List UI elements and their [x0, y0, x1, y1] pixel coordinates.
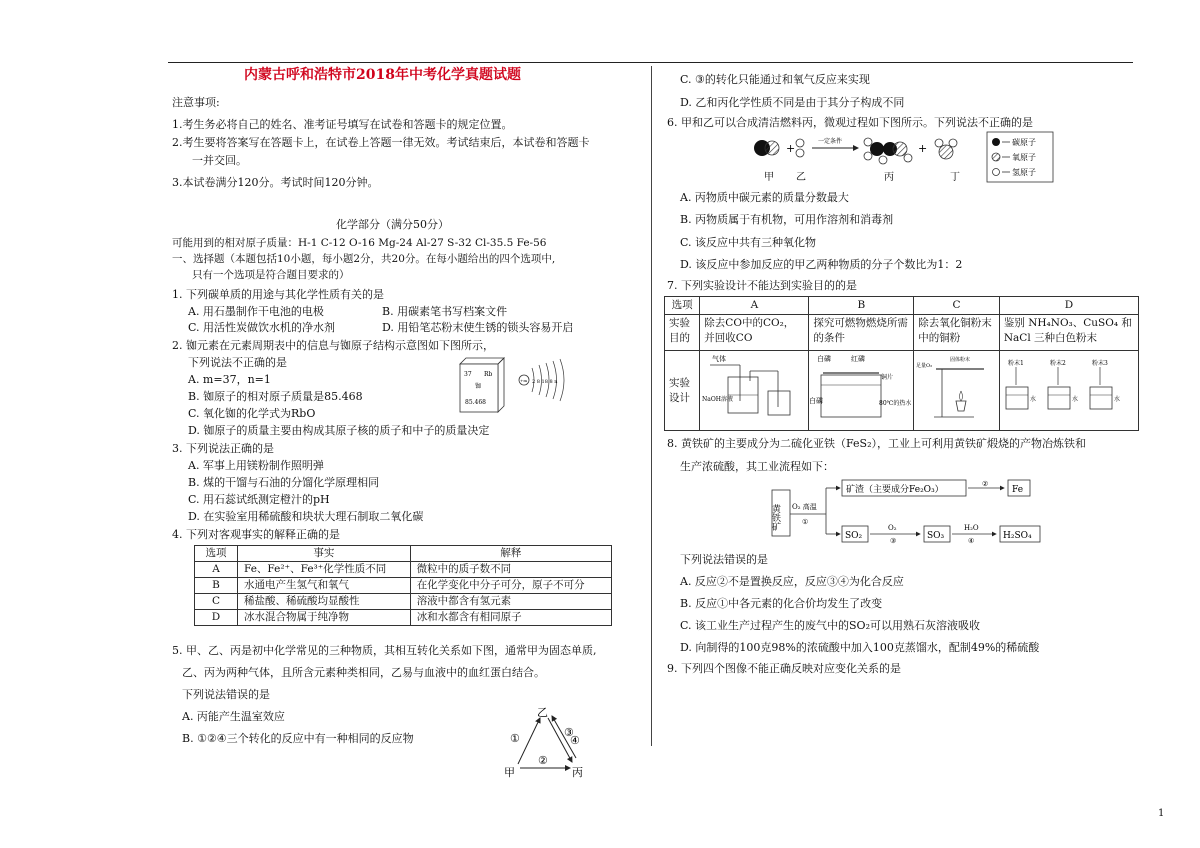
q7-goal: 鉴别 NH₄NO₃、CuSO₄ 和 NaCl 三种白色粉末: [999, 315, 1138, 351]
flow-n3: ③: [890, 537, 897, 545]
q7-goal-label: 实验目的: [665, 315, 700, 351]
q2-option-c: C. 氧化铷的化学式为RbO: [188, 407, 316, 420]
q6-condition: 一定条件: [818, 138, 843, 145]
q7-design-b: [809, 351, 912, 425]
flow-o2: O₂: [888, 524, 897, 532]
tri-n2: ②: [538, 754, 548, 767]
q7-goal: 除去CO中的CO₂，并回收CO: [700, 315, 809, 351]
q5-stem: 5. 甲、乙、丙是初中化学常见的三种物质，其相互转化关系如下图，通常甲为固态单质,: [172, 644, 597, 657]
column-divider: [651, 66, 652, 746]
q8-flow-diagram: [770, 478, 1050, 544]
q4-header: 选项: [195, 546, 238, 562]
q6-option-d: D. 该反应中参加反应的甲乙两种物质的分子个数比为1：2: [680, 258, 963, 271]
q4-stem: 4. 下列对客观事实的解释正确的是: [172, 528, 340, 541]
svg-text:气体: 气体: [712, 355, 727, 363]
q7-stem: 7. 下列实验设计不能达到实验目的的是: [667, 279, 857, 292]
page-number: 1: [1158, 808, 1165, 819]
atomic-masses: 可能用到的相对原子质量：H-1 C-12 O-16 Mg-24 Al-27 S-32 Cl-35.5 Fe-56: [172, 237, 547, 249]
svg-text:+: +: [786, 142, 796, 155]
notice-item: 2.考生要将答案写在答题卡上，在试卷上答题一律无效。考试结束后，本试卷和答题卡: [172, 136, 590, 149]
q3-option-b: B. 煤的干馏与石油的分馏化学原理相同: [188, 476, 380, 489]
q1-option-b: B. 用碳素笔书写档案文件: [382, 305, 508, 318]
svg-text:白磷: 白磷: [809, 397, 824, 405]
q5-triangle-diagram: [500, 702, 610, 780]
notice-item: 一并交回。: [192, 154, 247, 167]
q2-option-b: B. 铷原子的相对原子质量是85.468: [188, 390, 363, 403]
q6-molecule-diagram: [750, 132, 1000, 184]
q7-header: D: [999, 297, 1138, 315]
q5-option-a: A. 丙能产生温室效应: [182, 710, 285, 723]
q8-option-c: C. 该工业生产过程产生的废气中的SO₂可以用熟石灰溶液吸收: [680, 619, 980, 632]
nucleus-charge: +m: [520, 378, 528, 383]
q7-design-a: [700, 351, 800, 425]
q4-header: 事实: [238, 546, 411, 562]
q7-goal: 除去氧化铜粉末中的铜粉: [914, 315, 1000, 351]
svg-text:80℃的热水: 80℃的热水: [879, 400, 912, 407]
q5-option-d: D. 乙和丙化学性质不同是由于其分子构成不同: [680, 96, 905, 109]
flow-condition: O₂ 高温: [792, 503, 817, 511]
tri-right: 丙: [572, 766, 583, 779]
page-title: 内蒙古呼和浩特市2018年中考化学真题试题: [244, 67, 521, 83]
q8-option-b: B. 反应①中各元素的化合价均发生了改变: [680, 597, 883, 610]
notice-item: 1.考生务必将自己的姓名、准考证号填写在试卷和答题卡的规定位置。: [172, 118, 513, 131]
svg-text:NaOH溶液: NaOH溶液: [702, 396, 734, 403]
tri-left: 甲: [504, 766, 515, 779]
q6-label: 甲: [764, 172, 774, 183]
q4-cell: 水通电产生氢气和氧气: [238, 578, 411, 594]
flow-so3: SO₃: [927, 531, 945, 541]
flow-fe: Fe: [1012, 485, 1024, 495]
q8-option-a: A. 反应②不是置换反应，反应③④为化合反应: [680, 575, 904, 588]
svg-text:粉末3: 粉末3: [1091, 360, 1108, 367]
q1-stem: 1. 下列碳单质的用途与其化学性质有关的是: [172, 288, 384, 301]
q2-option-d: D. 铷原子的质量主要由构成其原子核的质子和中子的质量决定: [188, 424, 490, 437]
q2-option-a: A. m=37，n=1: [188, 373, 271, 386]
flow-n4: ④: [968, 537, 975, 545]
q7-goal: 探究可燃物燃烧所需的条件: [809, 315, 914, 351]
q7-design-label: 实验设计: [665, 351, 700, 431]
q4-cell: Fe、Fe²⁺、Fe³⁺化学性质不同: [238, 562, 411, 578]
q3-option-d: D. 在实验室用稀硫酸和块状大理石制取二氧化碳: [188, 510, 424, 523]
q2-stem: 2. 铷元素在元素周期表中的信息与铷原子结构示意图如下图所示，: [172, 339, 494, 352]
q6-option-b: B. 丙物质属于有机物，可用作溶剂和消毒剂: [680, 213, 894, 226]
q3-option-a: A. 军事上用镁粉制作照明弹: [188, 459, 324, 472]
header-rule: [168, 62, 1133, 63]
q4-cell: A: [195, 562, 238, 578]
flow-ore: 黄铁矿: [770, 504, 780, 531]
flow-n1: ①: [802, 518, 809, 526]
notice-heading: 注意事项:: [172, 96, 220, 109]
legend-carbon: 碳原子: [1012, 138, 1036, 147]
q4-table: [194, 545, 612, 626]
q6-option-c: C. 该反应中共有三种氧化物: [680, 236, 817, 249]
svg-text:水: 水: [1029, 396, 1036, 403]
q4-cell: C: [195, 594, 238, 610]
svg-text:红磷: 红磷: [851, 355, 866, 363]
q5-option-c: C. ③的转化只能通过和氧气反应来实现: [680, 73, 870, 86]
q1-option-d: D. 用铅笔芯粉末使生锈的锁头容易开启: [382, 321, 574, 334]
svg-text:粉末1: 粉末1: [1007, 360, 1024, 367]
q7-design-d: [1000, 351, 1128, 425]
legend-hydrogen: 氢原子: [1012, 168, 1036, 177]
tri-n1: ①: [510, 732, 520, 745]
q6-label: 丙: [884, 172, 894, 183]
q1-option-c: C. 用活性炭做饮水机的净水剂: [188, 321, 336, 334]
tri-top: 乙: [537, 706, 548, 719]
svg-text:足量O₂: 足量O₂: [916, 363, 933, 369]
q6-legend: [986, 131, 1054, 183]
q5-stem: 下列说法错误的是: [182, 688, 270, 701]
q8-question: 下列说法错误的是: [680, 553, 768, 566]
element-mass: 85.468: [465, 399, 486, 406]
q7-header: A: [700, 297, 809, 315]
svg-text:水: 水: [1113, 396, 1120, 403]
q4-cell: 微粒中的质子数不同: [410, 562, 611, 578]
q8-stem: 8. 黄铁矿的主要成分为二硫化亚铁（FeS₂），工业上可利用黄铁矿煅烧的产物冶炼铁和: [667, 437, 1086, 450]
q4-cell: D: [195, 610, 238, 626]
q7-header: 选项: [665, 297, 700, 315]
q7-header: B: [809, 297, 914, 315]
svg-text:粉末2: 粉末2: [1049, 360, 1066, 367]
q4-header: 解释: [410, 546, 611, 562]
q6-label: 乙: [796, 172, 806, 183]
q3-option-c: C. 用石蕊试纸测定橙汁的pH: [188, 493, 330, 506]
q4-cell: 冰水混合物属于纯净物: [238, 610, 411, 626]
svg-text:固体粉末: 固体粉末: [950, 357, 971, 363]
electron-shells: 2 8 18 8 n: [532, 379, 558, 385]
rubidium-diagram: [452, 356, 594, 414]
part1-instructions: 一、选择题（本题包括10小题，每小题2分，共20分。在每小题给出的四个选项中,: [172, 253, 556, 265]
element-symbol: Rb: [484, 371, 493, 378]
q3-stem: 3. 下列说法正确的是: [172, 442, 274, 455]
q4-cell: 溶液中都含有氢元素: [410, 594, 611, 610]
notice-item: 3.本试卷满分120分。考试时间120分钟。: [172, 176, 379, 189]
q6-label: 丁: [950, 172, 960, 183]
q4-cell: 稀盐酸、稀硫酸均显酸性: [238, 594, 411, 610]
q7-design-c: [914, 351, 992, 425]
svg-text:白磷: 白磷: [817, 355, 832, 363]
q8-option-d: D. 向制得的100克98%的浓硫酸中加入100克蒸馏水，配制49%的稀硫酸: [680, 641, 1040, 654]
tri-n4: ④: [570, 734, 580, 747]
q2-stem-2: 下列说法不正确的是: [188, 356, 287, 369]
svg-text:+: +: [918, 142, 928, 155]
flow-h2o: H₂O: [964, 524, 979, 532]
element-name: 铷: [475, 383, 482, 390]
part1-instructions: 只有一个选项是符合题目要求的）: [192, 269, 350, 281]
q5-option-b: B. ①②④三个转化的反应中有一种相同的反应物: [182, 732, 414, 745]
q1-option-a: A. 用石墨制作干电池的电极: [188, 305, 324, 318]
flow-slag: 矿渣（主要成分Fe₂O₃）: [846, 485, 944, 495]
svg-text:铜片: 铜片: [881, 374, 894, 381]
tri-n3: ③: [564, 726, 574, 739]
flow-h2so4: H₂SO₄: [1003, 531, 1032, 541]
q9-stem: 9. 下列四个图像不能正确反映对应变化关系的是: [667, 662, 901, 675]
q5-stem: 乙、丙为两种气体，且所含元素种类相同，乙易与血液中的血红蛋白结合。: [182, 666, 545, 679]
svg-text:水: 水: [1071, 396, 1078, 403]
q8-stem-2: 生产浓硫酸，其工业流程如下：: [680, 460, 834, 473]
section-heading: 化学部分（满分50分）: [336, 218, 449, 231]
flow-so2: SO₂: [845, 531, 863, 541]
q7-header: C: [914, 297, 1000, 315]
legend-oxygen: 氧原子: [1012, 153, 1036, 162]
element-number: 37: [464, 371, 472, 378]
q7-table: [664, 296, 1139, 431]
q6-option-a: A. 丙物质中碳元素的质量分数最大: [680, 191, 849, 204]
q4-cell: 冰和水都含有相同原子: [410, 610, 611, 626]
q4-cell: B: [195, 578, 238, 594]
flow-n2: ②: [982, 480, 989, 488]
q6-stem: 6. 甲和乙可以合成清洁燃料丙，微观过程如下图所示。下列说法不正确的是: [667, 116, 1033, 129]
q4-cell: 在化学变化中分子可分，原子不可分: [410, 578, 611, 594]
